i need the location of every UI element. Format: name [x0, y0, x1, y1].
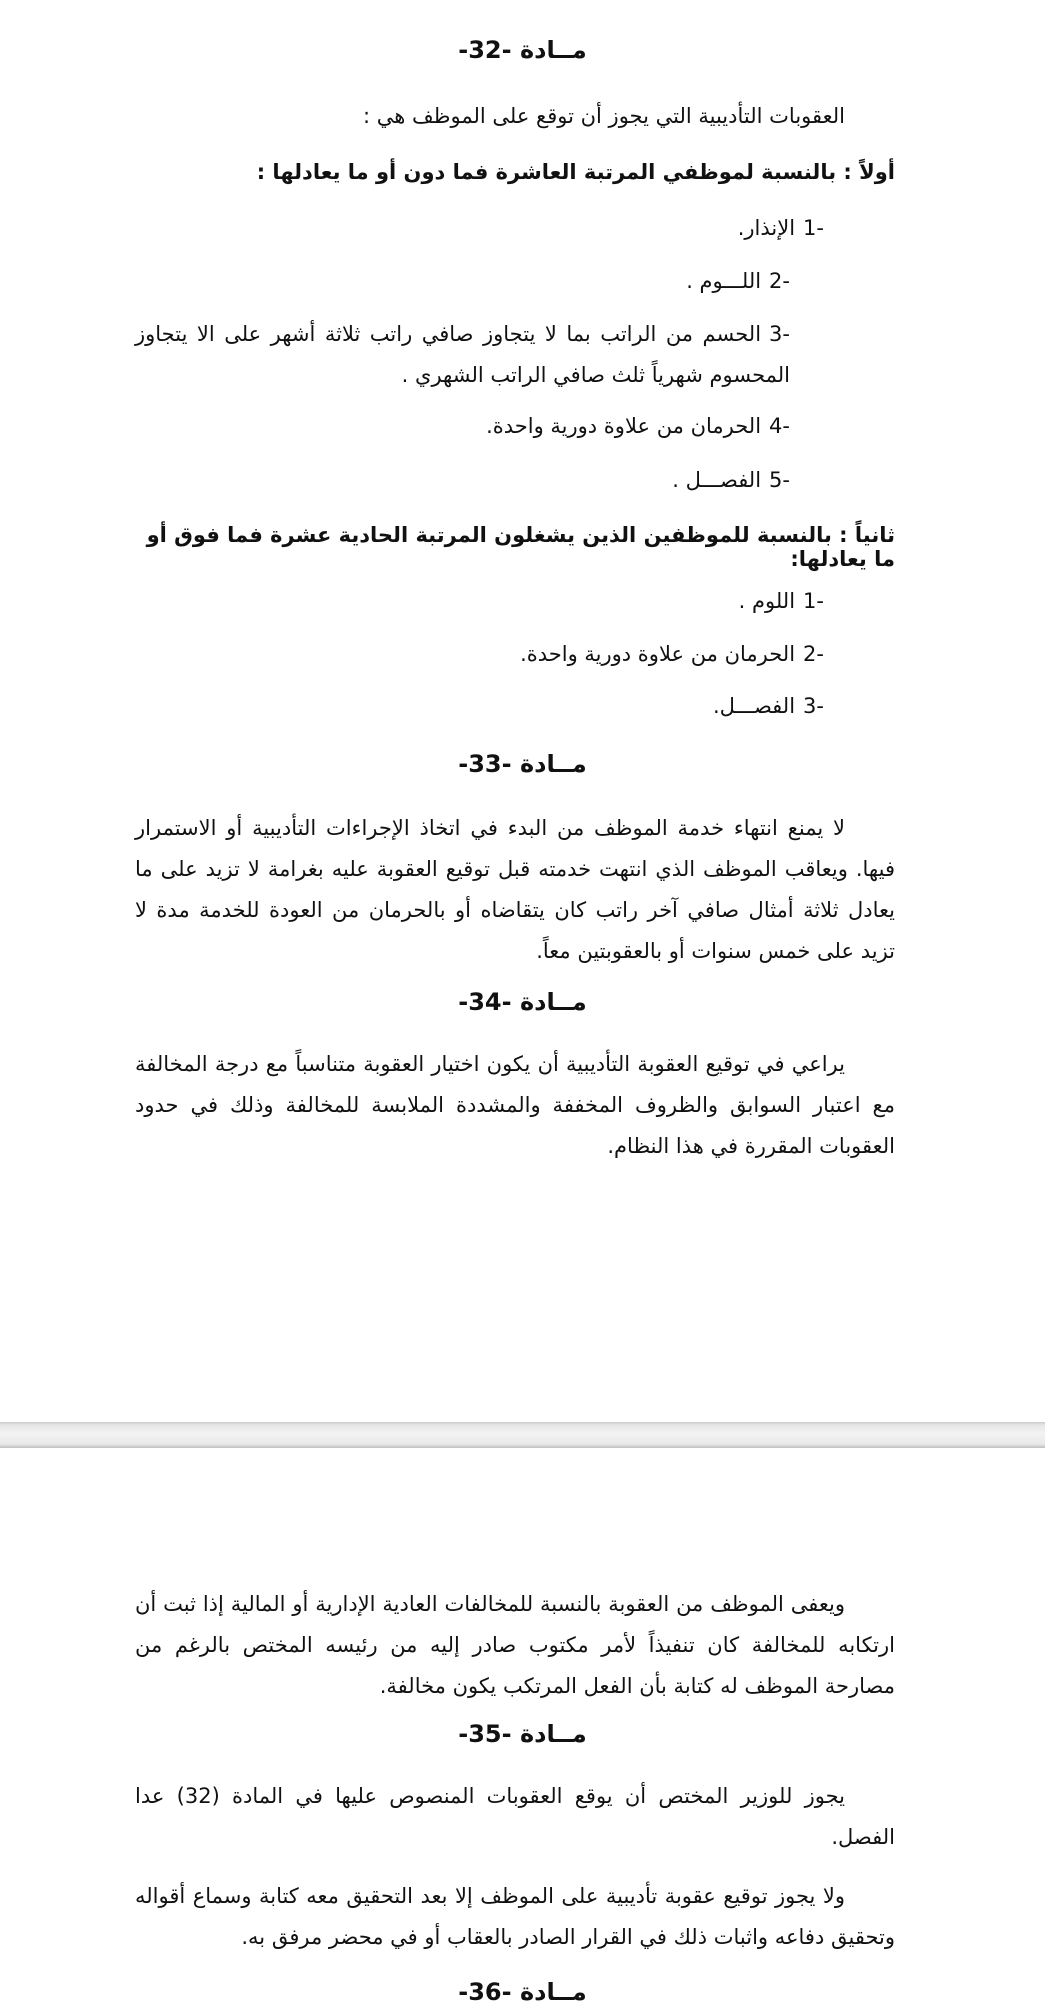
article-heading-number: -33-	[458, 750, 512, 778]
list-item-text: الفصـــل.	[712, 694, 796, 718]
list-item-text: الإنذار.	[737, 216, 796, 240]
list-item-text: الحرمان من علاوة دورية واحدة.	[486, 414, 762, 438]
article-heading-word: مــادة	[519, 36, 587, 64]
article-35-paragraph-1: يجوز للوزير المختص أن يوقع العقوبات المنصوص عليها في المادة (32) عدا الفصل.	[135, 1784, 895, 1849]
list-item-text: الفصـــل .	[672, 468, 762, 492]
article-35-heading	[0, 1720, 1045, 1748]
list-item-text: اللوم .	[738, 589, 796, 613]
continuation-paragraph: ويعفى الموظف من العقوبة بالنسبة للمخالفات العادية الإدارية أو المالية إذا ثبت أن ارتكابه للمخالفة كان تنفيذاً لأمر مكتوب صادر إليه من رئيسه المختص بالرغم من مصارحة الموظف له كتابة بأن الفعل المرتكب يكون مخالفة.	[135, 1592, 895, 1698]
article-heading-number: -32-	[458, 36, 512, 64]
list-item	[686, 261, 790, 302]
list-item	[713, 686, 824, 727]
article-32-heading	[0, 36, 1045, 64]
article-33-text: لا يمنع انتهاء خدمة الموظف من البدء في اتخاذ الإجراءات التأديبية أو الاستمرار فيها. ويعاقب الموظف الذي انتهت خدمته قبل توقيع العقوبة عليه بغرامة لا تزيد على ما يعادل ثلاثة أمثال صافي آخر راتب كان يتقاضاه أو بالحرمان من العودة للخدمة مدة لا تزيد على خمس سنوات أو بالعقوبتين معاً.	[135, 816, 895, 963]
list-item-number: 1-	[803, 589, 824, 613]
list-item	[739, 581, 824, 622]
list-item-text: الحسم من الراتب بما لا يتجاوز صافي راتب ثلاثة أشهر على الا يتجاوز المحسوم شهرياً ثلث صافي الراتب الشهري .	[135, 322, 790, 387]
list-item-number: 5-	[769, 468, 790, 492]
article-33-heading	[0, 750, 1045, 778]
article-heading-word: مــادة	[519, 750, 587, 778]
article-36-heading	[0, 1978, 1045, 2006]
list-item-number: 2-	[769, 269, 790, 293]
list-item	[486, 406, 790, 447]
section-2-title: ثانياً : بالنسبة للموظفين الذين يشغلون المرتبة الحادية عشرة فما فوق أو ما يعادلها:	[146, 523, 895, 571]
list-item	[672, 460, 790, 501]
list-item-text: الحرمان من علاوة دورية واحدة.	[520, 642, 796, 666]
article-heading-word: مــادة	[519, 988, 587, 1016]
list-item	[738, 208, 824, 249]
list-item-number: 3-	[769, 322, 790, 346]
document-page-2	[0, 1448, 1045, 2005]
list-item-number: 1-	[803, 216, 824, 240]
article-heading-word: مــادة	[519, 1978, 587, 2006]
article-35-paragraph-2: ولا يجوز توقيع عقوبة تأديبية على الموظف إلا بعد التحقيق معه كتابة وسماع أقواله وتحقيق دفاعه واثبات ذلك في القرار الصادر بالعقاب أو في محضر مرفق به.	[135, 1884, 895, 1949]
article-32-intro: العقوبات التأديبية التي يجوز أن توقع على الموظف هي :	[363, 104, 845, 128]
article-34-heading	[0, 988, 1045, 1016]
list-item	[135, 314, 790, 396]
list-item	[520, 634, 824, 675]
article-heading-number: -36-	[458, 1978, 512, 2006]
list-item-number: 4-	[769, 414, 790, 438]
list-item-text: اللـــوم .	[686, 269, 762, 293]
article-34-text: يراعي في توقيع العقوبة التأديبية أن يكون اختيار العقوبة متناسباً مع درجة المخالفة مع اعتبار السوابق والظروف المخففة والمشددة الملابسة للمخالفة وذلك في حدود العقوبات المقررة في هذا النظام.	[135, 1052, 895, 1158]
article-heading-word: مــادة	[519, 1720, 587, 1748]
section-1-title: أولاً : بالنسبة لموظفي المرتبة العاشرة فما دون أو ما يعادلها :	[256, 160, 895, 184]
article-heading-number: -35-	[458, 1720, 512, 1748]
list-item-number: 2-	[803, 642, 824, 666]
list-item-number: 3-	[803, 694, 824, 718]
article-heading-number: -34-	[458, 988, 512, 1016]
page-separator	[0, 1422, 1045, 1448]
